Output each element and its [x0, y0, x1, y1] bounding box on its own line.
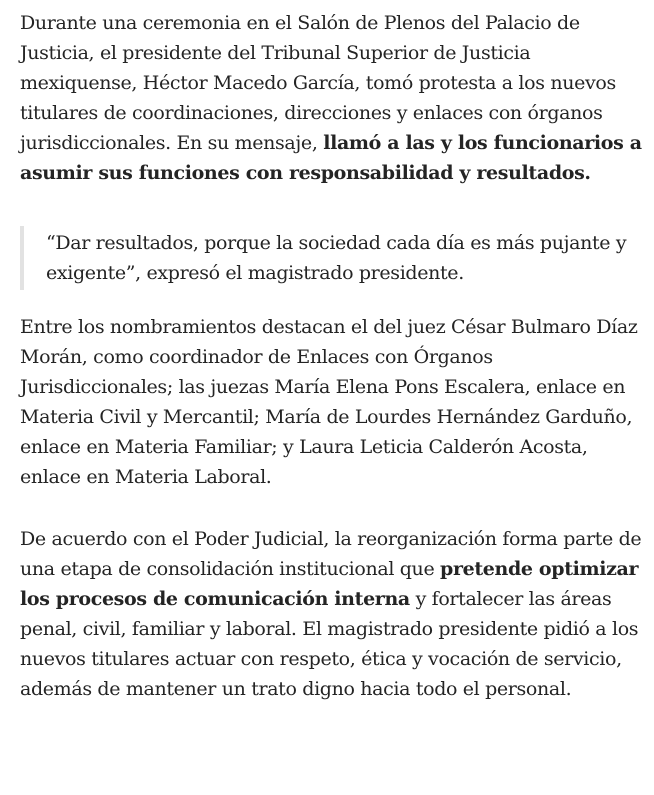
paragraph-ceremony-text: Durante una ceremonia en el Salón de Plenos del Palacio de Justicia, el presidente del Tribunal Superior de Justicia mexiquense, Héctor Macedo García, tomó protesta a los nuevos titulares de coordinaciones, direcciones y enlaces con órganos jurisdiccionales. En su mensaje,	[20, 12, 616, 154]
article-body	[20, 8, 644, 736]
pull-quote	[20, 226, 644, 290]
paragraph-ceremony-bold: llamó a las y los funcionarios a asumir sus funciones con responsabilidad y resultados.	[20, 132, 642, 184]
paragraph-ceremony	[20, 8, 644, 188]
paragraph-reorganization-text-after: y fortalecer las áreas penal, civil, familiar y laboral. El magistrado presidente pidió a los nuevos titulares actuar con respeto, ética y vocación de servicio, además de mantener un trato digno hacia todo el personal.	[20, 588, 639, 700]
paragraph-appointments-text: Entre los nombramientos destacan el del juez César Bulmaro Díaz Morán, como coordinador de Enlaces con Órganos Jurisdiccionales; las juezas María Elena Pons Escalera, enlace en Materia Civil y Mercantil; María de Lourdes Hernández Garduño, enlace en Materia Familiar; y Laura Leticia Calderón Acosta, enlace en Materia Laboral.	[20, 316, 638, 488]
paragraph-appointments	[20, 312, 644, 492]
paragraph-reorganization-bold: pretende optimizar los procesos de comunicación interna	[20, 558, 639, 610]
pull-quote-text: “Dar resultados, porque la sociedad cada día es más pujante y exigente”, expresó el magistrado presidente.	[46, 232, 627, 284]
paragraph-reorganization-text-before: De acuerdo con el Poder Judicial, la reorganización forma parte de una etapa de consolidación institucional que	[20, 528, 642, 580]
paragraph-reorganization	[20, 524, 644, 704]
